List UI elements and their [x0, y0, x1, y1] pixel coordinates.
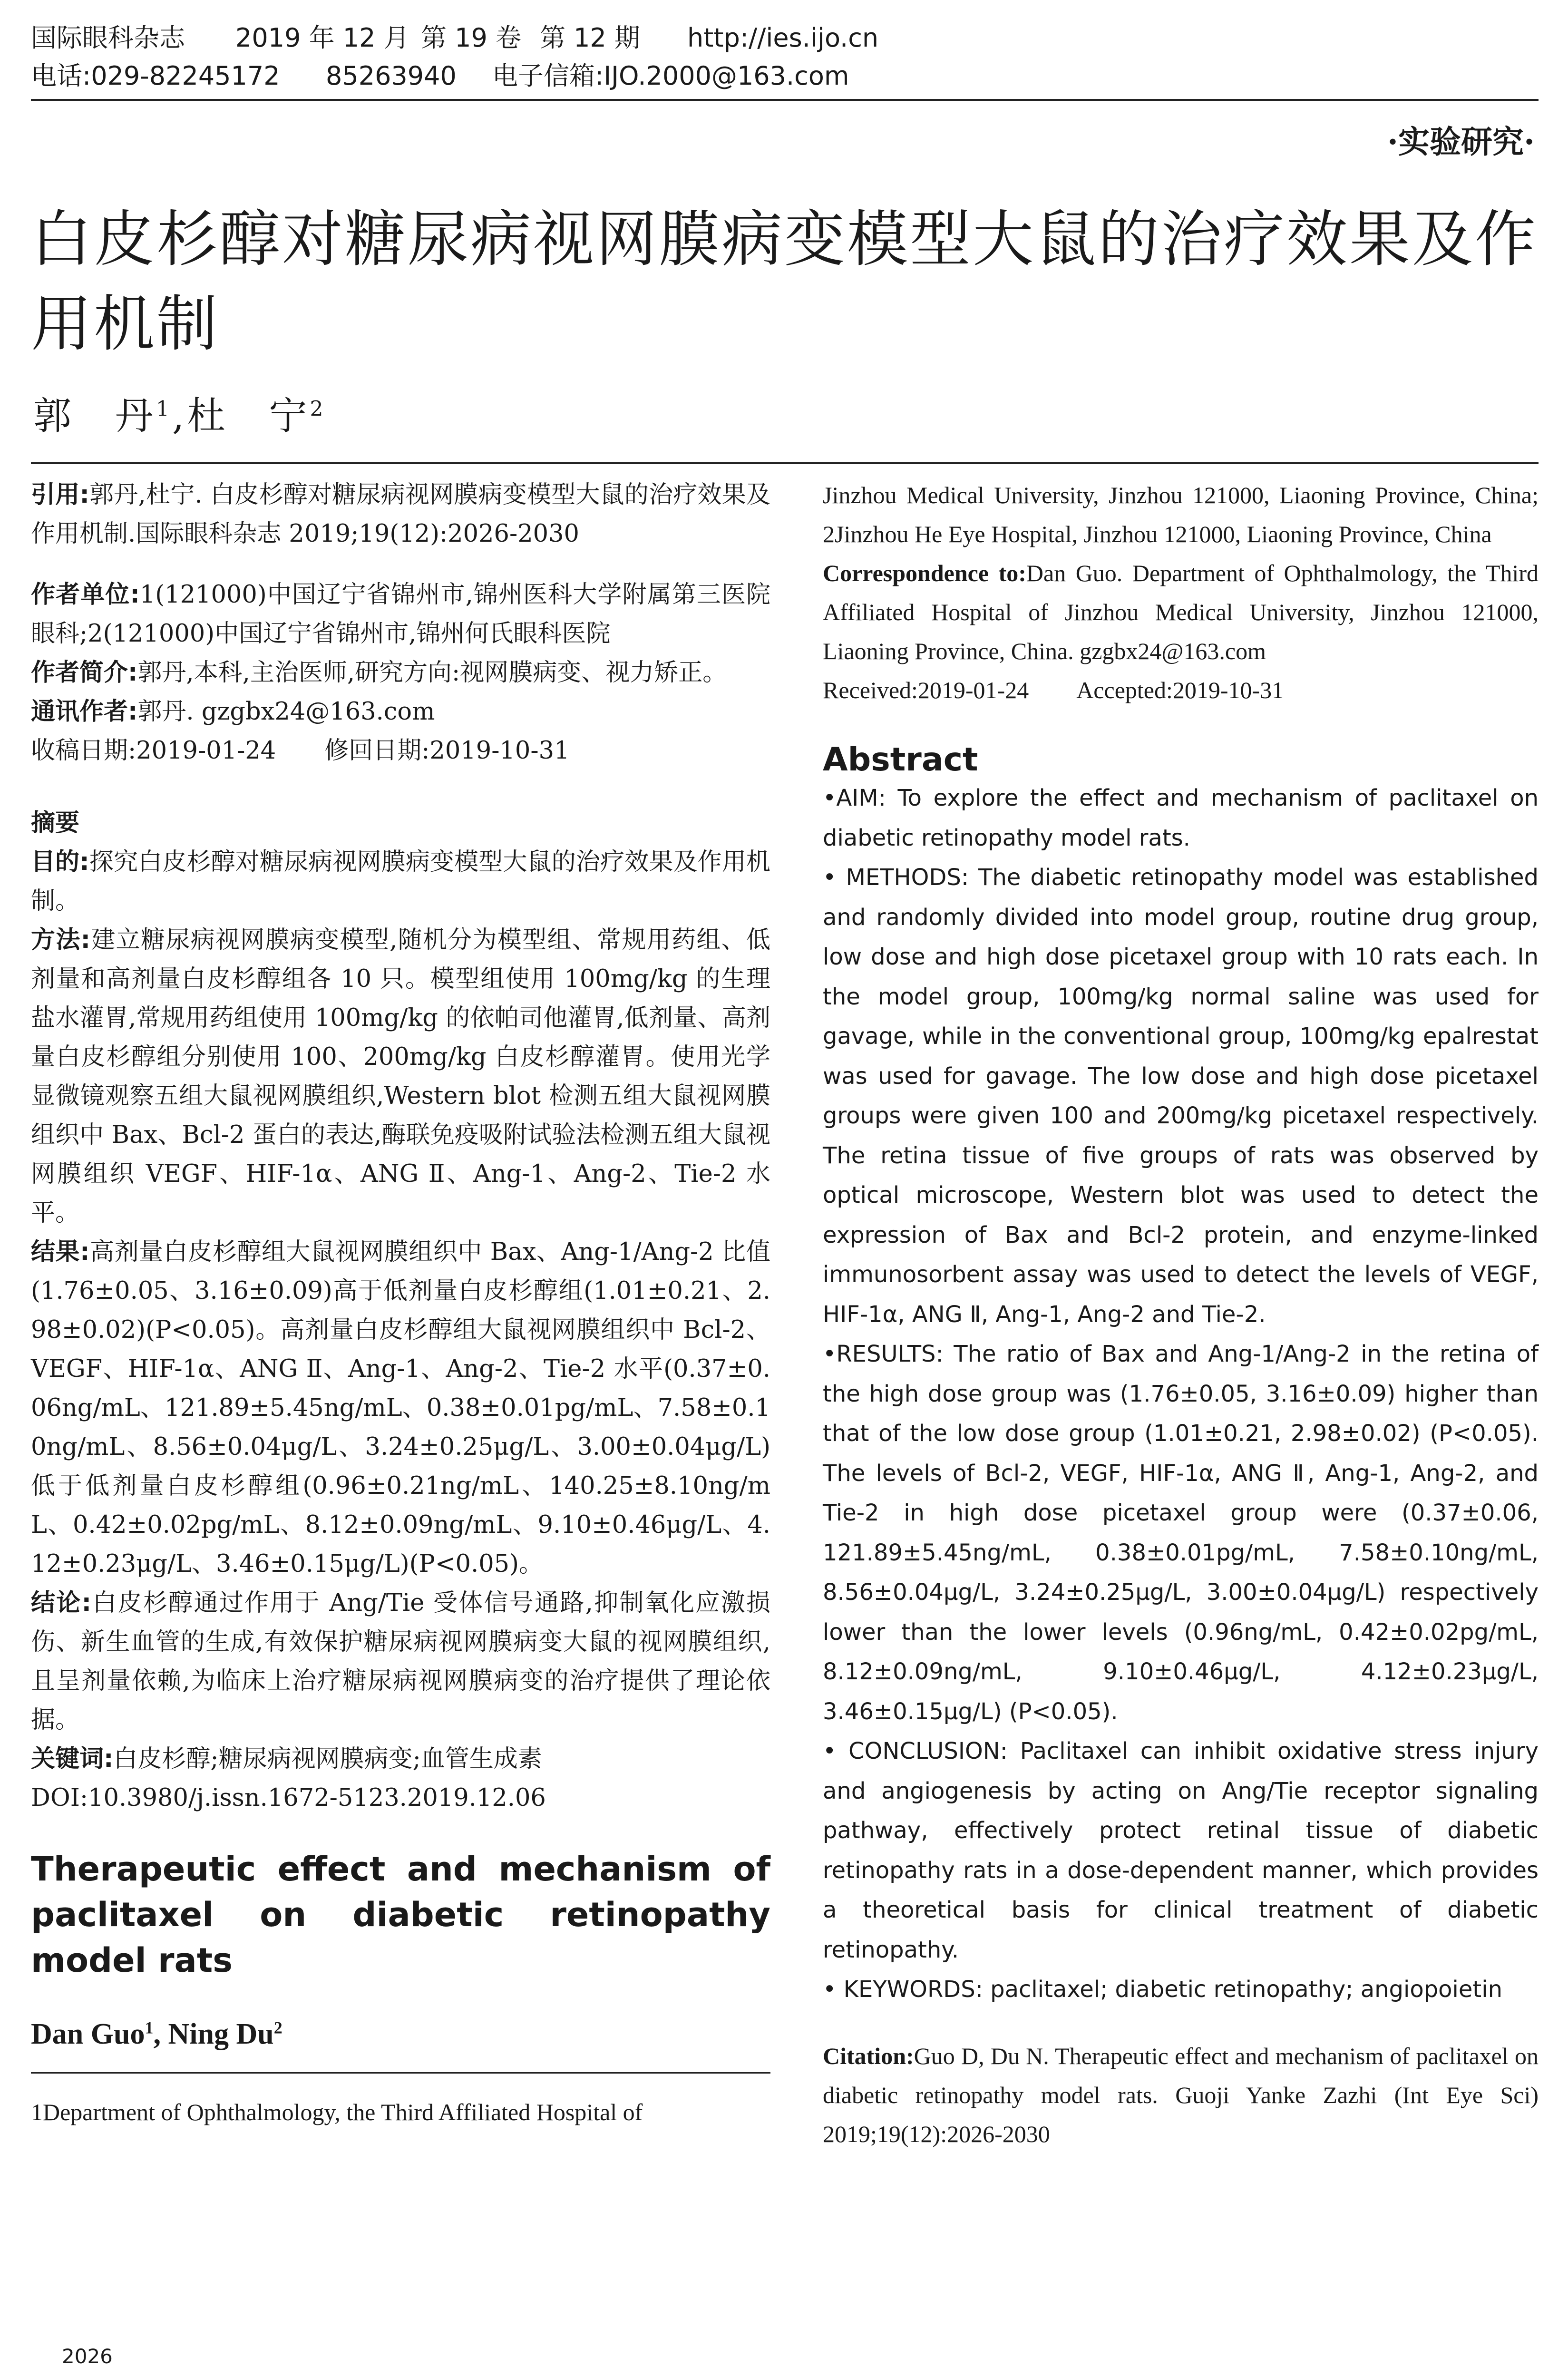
methods-label: 方法: [31, 926, 91, 954]
header-rule [31, 99, 1539, 101]
doi[interactable]: DOI:10.3980/j.issn.1672-5123.2019.12.06 [31, 1784, 546, 1812]
journal-name: 国际眼科杂志 [31, 23, 185, 53]
abstract-methods-en: • METHODS: The diabetic retinopathy model was established and randomly divided into model group, routine drug group, low dose and high dose picetaxel group with 10 rats each. In the model group, 100mg/kg normal saline was used for gavage, while in the conventional group, 100mg/kg epalrestat was used for gavage. The low dose and high dose picetaxel groups were given 100 and 200mg/kg picetaxel respectively. The retina tissue of five groups of rats was observed by optical microscope, Western blot was used to detect the expression of Bax and Bcl-2 protein, and enzyme-linked immunosorbent assay was used to detect the levels of VEGF, HIF-1α, ANG Ⅱ, Ang-1, Ang-2 and Tie-2. [823, 864, 1539, 1328]
abstract-results-en: •RESULTS: The ratio of Bax and Ang-1/Ang-2 in the retina of the high dose group was (1.76±0.05, 3.16±0.09) higher than that of the low dose group (1.01±0.21, 2.98±0.02) (P<0.05). The levels of Bcl-2, VEGF, HIF-1α, ANG Ⅱ, Ang-1, Ang-2, and Tie-2 in high dose picetaxel group were (0.37±0.06, 121.89±5.45ng/mL, 0.38±0.01pg/mL, 7.58±0.10ng/mL, 8.56±0.04μg/L, 3.24±0.25μg/L, 3.00±0.04μg/L) respectively lower than the lower levels (0.96ng/mL, 0.42±0.02pg/mL, 8.12±0.09ng/mL, 9.10±0.46μg/L, 4.12±0.23μg/L, 3.46±0.15μg/L) (P<0.05). [823, 1341, 1539, 1725]
abstract-aim-en: •AIM: To explore the effect and mechanism of paclitaxel on diabetic retinopathy model rats. [823, 785, 1539, 851]
en-author-1: Dan Guo [31, 2018, 145, 2050]
phone-secondary: 85263940 [326, 61, 457, 91]
received-dates-en: Received:2019-01-24 Accepted:2019-10-31 [823, 677, 1284, 703]
author-bio-label: 作者简介: [31, 659, 138, 687]
author-2: 杜 宁 [187, 394, 310, 438]
corresponding-author-label: 通讯作者: [31, 698, 138, 726]
corresponding-author-text: 郭丹. gzgbx24@163.com [137, 698, 435, 726]
corresponding-author [31, 692, 770, 731]
abstract-conclusion-en: • CONCLUSION: Paclitaxel can inhibit oxidative stress injury and angiogenesis by acting on Ang/Tie receptor signaling pathway, effectively protect retinal tissue of diabetic retinopathy rats in a dose-dependent manner, which provides a theoretical basis for clinical treatment of diabetic retinopathy. [823, 1738, 1539, 1963]
keywords-label: 关键词: [31, 1745, 114, 1773]
citation-cn-label: 引用: [31, 481, 89, 509]
article-title-cn: 白皮杉醇对糖尿病视网膜病变模型大鼠的治疗效果及作用机制 [31, 204, 1538, 360]
results-label: 结果: [31, 1238, 90, 1266]
abstract-conclusion-cn [31, 1584, 770, 1740]
abstract-aim-cn [31, 843, 770, 921]
issue-date: 2019 年 12 月 [235, 23, 409, 53]
conclusion-label: 结论: [31, 1589, 91, 1617]
author-bio [31, 653, 770, 692]
citation-en-text: Guo D, Du N. Therapeutic effect and mechanism of paclitaxel on diabetic retinopathy model rats. Guoji Yanke Zazhi (Int Eye Sci) 2019;19(12):2026-2030 [823, 2042, 1539, 2147]
abstract-heading-cn: 摘要 [31, 809, 80, 837]
journal-email[interactable]: 电子信箱:IJO.2000@163.com [492, 61, 849, 91]
received-dates-cn: 收稿日期:2019-01-24 修回日期:2019-10-31 [31, 737, 570, 765]
keywords-text: 白皮杉醇;糖尿病视网膜病变;血管生成素 [113, 1745, 542, 1773]
affiliation-en-start: 1Department of Ophthalmology, the Third Affiliated Hospital of [31, 2099, 643, 2125]
author-bio-text: 郭丹,本科,主治医师,研究方向:视网膜病变、视力矫正。 [137, 659, 727, 687]
affiliation-cn [31, 575, 770, 653]
keywords-en: • KEYWORDS: paclitaxel; diabetic retinopathy; angiopoietin [823, 1976, 1502, 2003]
citation-en-label: Citation: [823, 2042, 914, 2069]
authors-cn [33, 385, 326, 440]
en-author-2-affil: 2 [273, 2018, 282, 2037]
abstract-results-cn [31, 1233, 770, 1584]
results-text: 高剂量白皮杉醇组大鼠视网膜组织中 Bax、Ang-1/Ang-2 比值(1.76±0.05、3.16±0.09)高于低剂量白皮杉醇组(1.01±0.21、2.98±0.02)(P<0.05)。高剂量白皮杉醇组大鼠视网膜组织中 Bcl-2、VEGF、HIF-1α、ANG Ⅱ、Ang-1、Ang-2、Tie-2 水平(0.37±0.06ng/mL、121.89±5.45ng/mL、0.38±0.01pg/mL、7.58±0.10ng/mL、8.56±0.04μg/L、3.24±0.25μg/L、3.00±0.04μg/L)低于低剂量白皮杉醇组(0.96±0.21ng/mL、140.25±8.10ng/mL、0.42±0.02pg/mL、8.12±0.09ng/mL、9.10±0.46μg/L、4.12±0.23μg/L、3.46±0.15μg/L)(P<0.05)。 [31, 1238, 770, 1578]
left-column [31, 476, 770, 2132]
abstract-heading-en: Abstract [823, 741, 978, 779]
affiliation-en-continued: Jinzhou Medical University, Jinzhou 121000, Liaoning Province, China; 2Jinzhou He Eye Hospital, Jinzhou 121000, Liaoning Province, China [823, 482, 1539, 547]
author-2-affil: 2 [310, 397, 326, 421]
conclusion-text: 白皮杉醇通过作用于 Ang/Tie 受体信号通路,抑制氧化应激损伤、新生血管的生成,有效保护糖尿病视网膜病变大鼠的视网膜组织,且呈剂量依赖,为临床上治疗糖尿病视网膜病变的治疗提供了理论依据。 [31, 1589, 770, 1734]
correspondence-en-label: Correspondence to: [823, 560, 1026, 586]
aim-text: 探究白皮杉醇对糖尿病视网膜病变模型大鼠的治疗效果及作用机制。 [31, 848, 770, 915]
affiliation-cn-label: 作者单位: [31, 581, 140, 609]
authors-rule [31, 462, 1539, 464]
en-author-1-affil: 1 [145, 2018, 154, 2037]
article-title-en: Therapeutic effect and mechanism of paclitaxel on diabetic retinopathy model rats [31, 1850, 770, 1980]
en-author-2: Ning Du [168, 2018, 274, 2050]
keywords-cn [31, 1740, 770, 1779]
running-header [31, 19, 1539, 95]
authors-en [31, 2017, 770, 2051]
en-author-separator: , [153, 2018, 168, 2050]
methods-text: 建立糖尿病视网膜病变模型,随机分为模型组、常规用药组、低剂量和高剂量白皮杉醇组各 10 只。模型组使用 100mg/kg 的生理盐水灌胃,常规用药组使用 100mg/kg 的依帕司他灌胃,低剂量、高剂量白皮杉醇组分别使用 100、200mg/kg 白皮杉醇灌胃。使用光学显微镜观察五组大鼠视网膜组织,Western blot 检测五组大鼠视网膜组织中 Bax、Bcl-2 蛋白的表达,酶联免疫吸附试验法检测五组大鼠视网膜组织 VEGF、HIF-1α、ANG Ⅱ、Ang-1、Ang-2、Tie-2 水平。 [31, 926, 770, 1227]
author-separator: , [172, 394, 187, 438]
citation-cn-text: 郭丹,杜宁. 白皮杉醇对糖尿病视网膜病变模型大鼠的治疗效果及作用机制.国际眼科杂志 2019;19(12):2026-2030 [31, 481, 771, 548]
volume: 第 19 卷 [421, 23, 522, 53]
aim-label: 目的: [31, 848, 89, 876]
author-1-affil: 1 [156, 397, 172, 421]
journal-url[interactable]: http://ies.ijo.cn [687, 23, 879, 53]
correspondence-en [823, 554, 1539, 671]
issue: 第 12 期 [540, 23, 641, 53]
page-number: 2026 [62, 2345, 113, 2368]
phone: 电话:029-82245172 [31, 61, 280, 91]
correspondence-en-text: Dan Guo. Department of Ophthalmology, the Third Affiliated Hospital of Jinzhou Medical University, Jinzhou 121000, Liaoning Province, China. gzgbx24@163.com [823, 560, 1539, 664]
author-1: 郭 丹 [33, 394, 156, 438]
citation-en [823, 2036, 1539, 2153]
right-column [823, 476, 1539, 2153]
citation-cn [31, 476, 770, 554]
abstract-methods-cn [31, 921, 770, 1233]
affiliation-cn-text: 1(121000)中国辽宁省锦州市,锦州医科大学附属第三医院眼科;2(121000)中国辽宁省锦州市,锦州何氏眼科医院 [31, 581, 770, 648]
section-tag: ·实验研究· [1387, 123, 1535, 160]
